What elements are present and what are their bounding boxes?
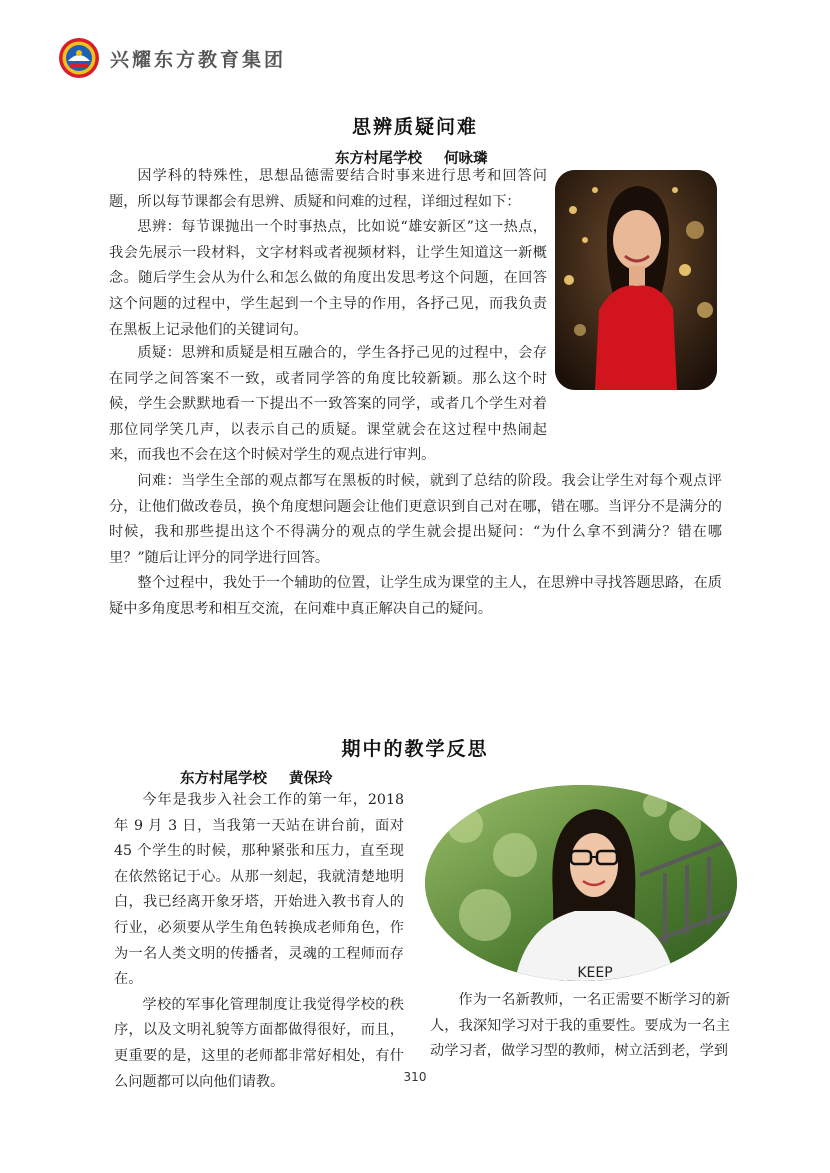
article2-title: 期中的教学反思: [341, 738, 489, 760]
article2-body-left: [114, 788, 404, 1095]
article1-paragraph-5: 整个过程中，我处于一个辅助的位置，让学生成为课堂的主人，在思辨中寻找答题思路，在质疑中多角度思考和相互交流，在问难中真正解决自己的疑问。: [109, 575, 722, 617]
author2-portrait-image: [425, 785, 737, 981]
article1-body-top: [109, 164, 547, 343]
article1-paragraph-2: 思辨：每节课抛出一个时事热点，比如说“雄安新区”这一热点，我会先展示一段材料，文字材料或者视频材料，让学生知道这一新概念。随后学生会从为什么和怎么做的角度出发思考这个问题，在回答这个问题的过程中，学生起到一个主导的作用，各抒己见，而我负责在黑板上记录他们的关键词句。: [109, 219, 547, 338]
article1-author: 何咏璘: [444, 150, 488, 167]
page-number: 310: [403, 1070, 427, 1084]
article2-school: 东方村尾学校: [180, 770, 267, 787]
article2-paragraph-3: 作为一名新教师，一名正需要不断学习的新人，我深知学习对于我的重要性。要成为一名主动学习者，做学习型的教师，树立活到老，学到: [430, 992, 730, 1060]
article2-author: 黄保玲: [289, 770, 333, 787]
article2-byline: [180, 767, 333, 788]
article1-title: 思辨质疑问难: [351, 116, 478, 138]
article1-paragraph-3: 质疑：思辨和质疑是相互融合的，学生各抒己见的过程中，会存在同学之间答案不一致，或者同学答的角度比较新颖。那么这个时候，学生会默默地看一下提出不一致答案的同学，或者几个学生对着那位同学笑几声，以表示自己的质疑。课堂就会在这过程中热闹起来，而我也不会在这个时候对学生的观点进行审判。: [109, 345, 547, 464]
article1-paragraph-4: 问难：当学生全部的观点都写在黑板的时候，就到了总结的阶段。我会让学生对每个观点评分，让他们做改卷员，换个角度想问题会让他们更意识到自己对在哪，错在哪。当评分不是满分的时候，我和那些提出这个不得满分的观点的学生就会提出疑问：“为什么拿不到满分？错在哪里？”随后让评分的同学进行回答。: [109, 472, 722, 566]
article2-body-right: [430, 988, 730, 1065]
page-header: [58, 36, 286, 80]
article1-school: 东方村尾学校: [335, 150, 422, 167]
article2-paragraph-2: 学校的军事化管理制度让我觉得学校的秩序，以及文明礼貌等方面都做得很好，而且，更重要的是，这里的老师都非常好相处，有什么问题都可以向他们请教。: [114, 996, 404, 1090]
author2-photo: [425, 785, 737, 981]
org-name: 兴耀东方教育集团: [110, 48, 287, 71]
article1-body-bottom: [109, 341, 722, 623]
article2-paragraph-1: 今年是我步入社会工作的第一年，2018 年 9 月 3 日，当我第一天站在讲台前，面对 45 个学生的时候，那种紧张和压力，直至现在依然铭记于心。从那一刻起，我就清楚地明白，我已经离开象牙塔，开始进入教书育人的行业，必须要从学生角色转换成老师角色，作为一名人类文明的传播者，灵魂的工程师而存在。: [114, 792, 404, 988]
school-logo-icon: [58, 37, 100, 79]
article1-paragraph-1: 因学科的特殊性，思想品德需要结合时事来进行思考和回答问题，所以每节课都会有思辨、质疑和问难的过程，详细过程如下：: [109, 168, 547, 210]
author2-shirt-text: KEEP: [577, 965, 613, 981]
